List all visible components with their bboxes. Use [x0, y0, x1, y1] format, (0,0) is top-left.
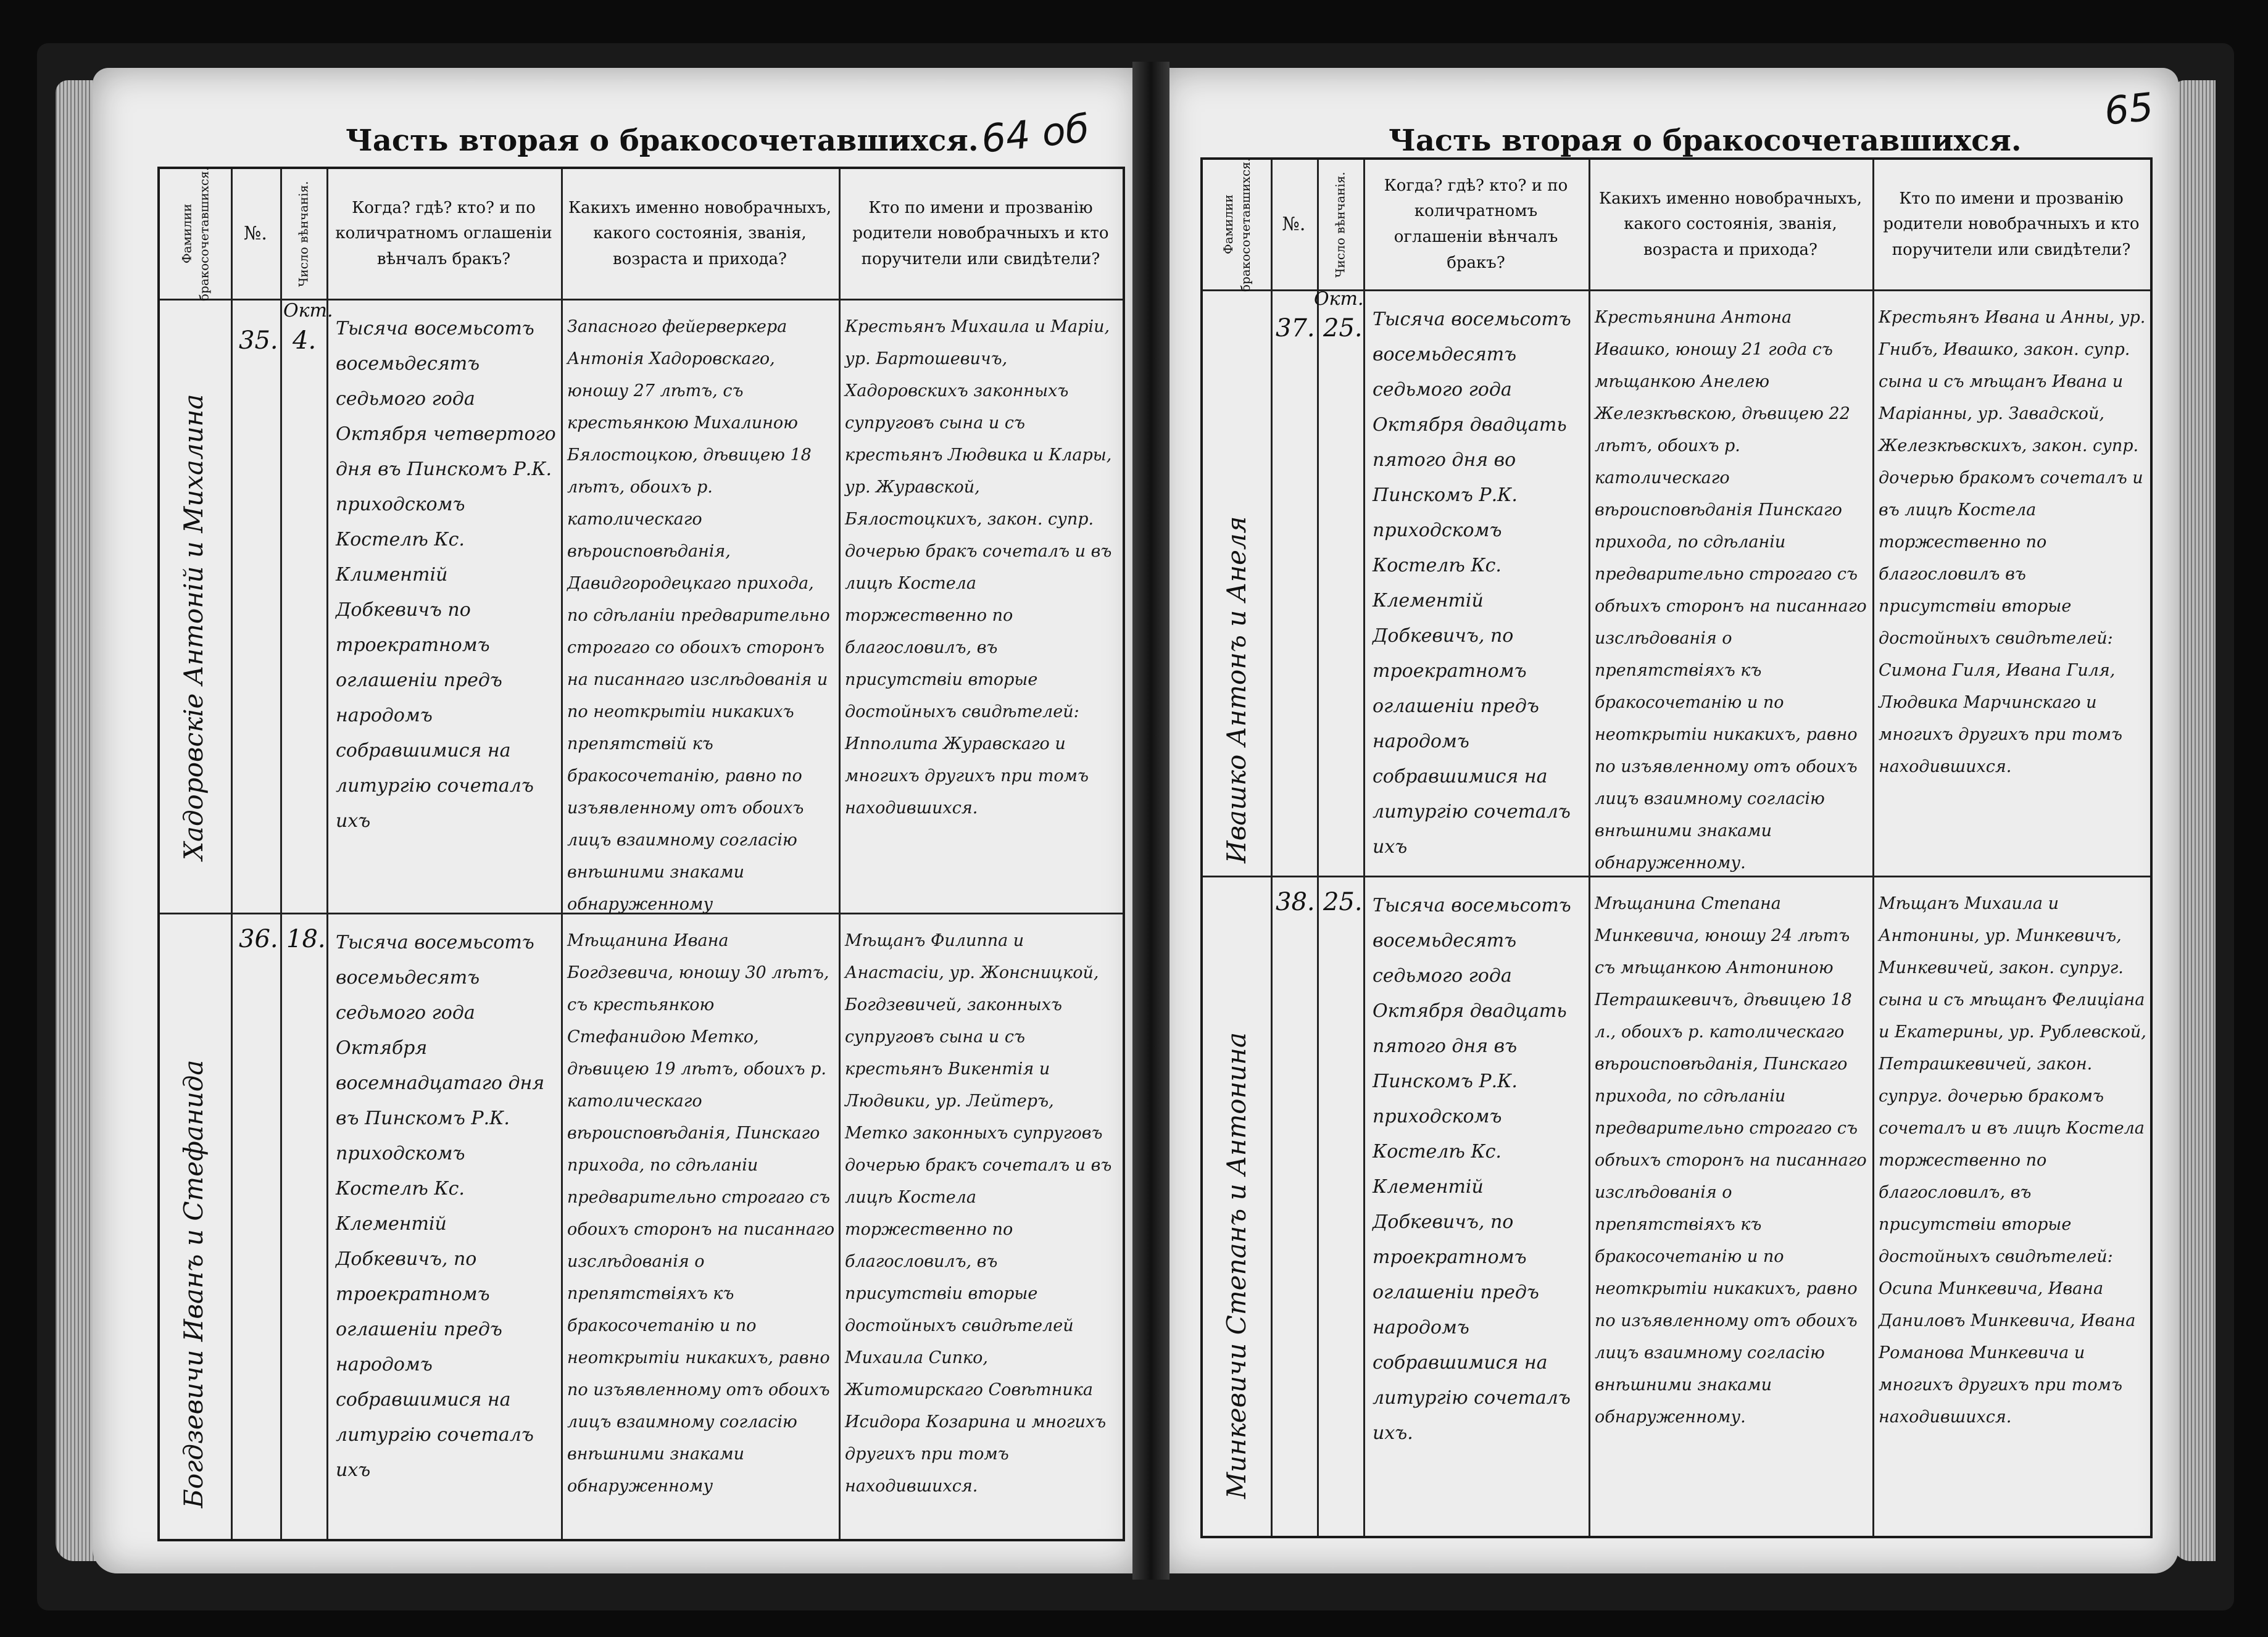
right-page-edges [2172, 80, 2216, 1561]
entry-parents: Мѣщанъ Филиппа и Анастасiи, ур. Жонсницкой, Богдзевичей, законныхъ супруговъ сына и съ крестьянъ Викентiя и Людвики, ур. Лейтеръ, Метко законныхъ супруговъ дочерью бракъ сочеталъ и въ лицѣ Костела торжественно по благословилъ, въ присутствiи вторые достойныхъ свидѣтелей Михаила Сипко, Житомирскаго Совѣтника Исидора Козарина и многихъ другихъ при томъ находившихся. [845, 931, 1112, 1496]
entry-whom: Мѣщанина Степана Минкевича, юношу 24 лѣтъ съ мѣщанкою Антониною Петрашкевичъ, дѣвицею 18 л., обоихъ р. католическаго вѣроисповѣданiя, Пинскаго прихода, по сдѣланiи предварительно строгаго съ обѣихъ сторонъ на писаннаго изслѣдованiя о препятствiяхъ къ бракосочетанiю и по неоткрытiи никакихъ, равно по изъявленному отъ обоихъ лицъ взаимному согласiю внѣшними знаками обнаруженному. [1595, 894, 1867, 1427]
header-whom: Какихъ именно новобрачныхъ, какого состоянія, званія, возраста и прихода? [1599, 189, 1862, 259]
left-page-title: Часть вторая о бракосочетавшихся. [346, 123, 979, 158]
right-register-table [1200, 157, 2153, 1538]
entry-surnames: Минкевичи Степанъ и Антонина [1221, 1032, 1252, 1499]
header-surnames: Фамилии бракосочетавшихся. [179, 167, 212, 301]
header-day: Число вѣнчанія. [1332, 172, 1348, 278]
entry-parents: Мѣщанъ Михаила и Антонины, ур. Минкевичъ, Минкевичей, закон. супруг. сына и съ мѣщанъ Фелицiана и Екатерины, ур. Рублевской, Петрашкевичей, закон. супруг. дочерью бракомъ сочеталъ и въ лицѣ Костела торжественно по благословилъ, въ присутствiи вторые достойныхъ свидѣтелей: Осипа Минкевича, Ивана Даниловъ Минкевича, Ивана Романова Минкевича и многихъ другихъ при томъ находившихся. [1879, 894, 2146, 1427]
book-gutter [1132, 62, 1169, 1580]
entry-surnames: Хадоровскiе Антонiй и Михалина [178, 394, 209, 860]
entry-number: 38. [1276, 888, 1315, 916]
entry-when: Тысяча восемьсотъ восемьдесятъ седьмого года Октября четвертого дня въ Пинскомъ Р.К. приходскомъ Костелѣ Кс. Климентiй Добкевичъ по троекратномъ оглашенiи предъ народомъ собравшимися на литургiю сочеталъ ихъ [336, 318, 556, 832]
header-when: Когда? гдѣ? кто? и по количратномъ оглашеніи вѣнчалъ бракъ? [335, 198, 552, 268]
left-page-number: 64 об [979, 106, 1092, 162]
header-day: Число вѣнчанія. [296, 181, 311, 287]
entry-surnames: Ивашко Антонъ и Анеля [1221, 516, 1252, 863]
entry-whom: Крестьянина Антона Ивашко, юношу 21 года съ мѣщанкою Анелею Железкѣвскою, дѣвицею 22 лѣтъ, обоихъ р. католическаго вѣроисповѣданiя Пинскаго прихода, по сдѣланiи предварительно строгаго съ обѣихъ сторонъ на писаннаго изслѣдованiя о препятствiяхъ къ бракосочетанiю и по неоткрытiи никакихъ, равно по изъявленному отъ обоихъ лицъ взаимному согласiю внѣшними знаками обнаруженному. [1595, 308, 1867, 872]
header-number: №. [244, 223, 267, 244]
header-surnames: Фамилии бракосочетавшихся. [1221, 157, 1253, 292]
entry-day: 25. [1323, 888, 1363, 916]
entry-month: Окт. [283, 300, 333, 321]
entry-day: 18. [286, 925, 326, 953]
entry-whom: Запасного фейерверкера Антонiя Хадоровскаго, юношу 27 лѣтъ, съ крестьянкою Михалиною Бялостоцкою, дѣвицею 18 лѣтъ, обоихъ р. католическаго вѣроисповѣданiя, Давидгородецкаго прихода, по сдѣланiи предварительно строгаго со обоихъ сторонъ на писаннаго изслѣдованiя и по неоткрытiи никакихъ препятствiй къ бракосочетанiю, равно по изъявленному отъ обоихъ лицъ взаимному согласiю внѣшними знаками обнаруженному [567, 317, 830, 914]
entry-parents: Крестьянъ Ивана и Анны, ур. Гнибъ, Ивашко, закон. супр. сына и съ мѣщанъ Ивана и Марiанны, ур. Завадской, Железкѣвскихъ, закон. супр. дочерью бракомъ сочеталъ и въ лицѣ Костела торжественно по благословилъ въ присутствiи вторые достойныхъ свидѣтелей: Симона Гиля, Ивана Гиля, Людвика Марчинскаго и многихъ другихъ при томъ находившихся. [1879, 308, 2146, 776]
right-page-number: 65 [2102, 84, 2156, 134]
right-page-title: Часть вторая о бракосочетавшихся. [1389, 123, 2022, 158]
entry-number: 35. [239, 326, 278, 355]
header-whom: Какихъ именно новобрачныхъ, какого состоянія, званія, возраста и прихода? [568, 198, 831, 268]
entry-parents: Крестьянъ Михаила и Марiи, ур. Бартошевичъ, Хадоровскихъ законныхъ супруговъ сына и съ крестьянъ Людвика и Клары, ур. Журавской, Бялостоцкихъ, закон. супр. дочерью бракъ сочеталъ и въ лицѣ Костела торжественно по благословилъ, въ присутствiи вторые достойныхъ свидѣтелей: Ипполита Журавскаго и многихъ другихъ при томъ находившихся. [845, 317, 1112, 818]
entry-number: 37. [1276, 314, 1315, 342]
entry-whom: Мѣщанина Ивана Богдзевича, юношу 30 лѣтъ, съ крестьянкою Стефанидою Метко, дѣвицею 19 лѣтъ, обоихъ р. католическаго вѣроисповѣданiя, Пинскаго прихода, по сдѣланiи предварительно строгаго съ обоихъ сторонъ на писаннаго изслѣдованiя о препятствiяхъ къ бракосочетанiю и по неоткрытiи никакихъ, равно по изъявленному отъ обоихъ лицъ взаимному согласiю внѣшними знаками обнаруженному [567, 931, 835, 1496]
header-when: Когда? гдѣ? кто? и по количратномъ оглашеніи вѣнчалъ бракъ? [1384, 176, 1568, 272]
entry-when: Тысяча восемьсотъ восемьдесятъ седьмого года Октября двадцать пятого дня во Пинскомъ Р.К. приходскомъ Костелѣ Кс. Клементiй Добкевичъ, по троекратномъ оглашенiи предъ народомъ собравшимися на литургiю сочеталъ ихъ [1373, 309, 1571, 858]
header-parents: Кто по имени и прозванію родители новобрачныхъ и кто поручители или свидѣтели? [852, 198, 1109, 268]
header-number: №. [1282, 213, 1306, 235]
left-register-table [157, 167, 1125, 1541]
entry-number: 36. [239, 925, 278, 953]
entry-day: 25. [1323, 314, 1363, 342]
entry-when: Тысяча восемьсотъ восемьдесятъ седьмого года Октября восемнадцатаго дня въ Пинскомъ Р.К. приходскомъ Костелѣ Кс. Клементiй Добкевичъ, по троекратномъ оглашенiи предъ народомъ собравшимися на литургiю сочеталъ ихъ [336, 932, 545, 1481]
entry-day: 4. [293, 326, 317, 355]
entry-when: Тысяча восемьсотъ восемьдесятъ седьмого года Октября двадцать пятого дня въ Пинскомъ Р.К. приходскомъ Костелѣ Кс. Клементiй Добкевичъ, по троекратномъ оглашенiи предъ народомъ собравшимися на литургiю сочеталъ ихъ. [1373, 895, 1571, 1444]
entry-surnames: Богдзевичи Иванъ и Стефанида [178, 1059, 209, 1508]
entry-month: Окт. [1314, 288, 1364, 310]
header-parents: Кто по имени и прозванію родители новобрачныхъ и кто поручители или свидѣтели? [1883, 189, 2140, 259]
